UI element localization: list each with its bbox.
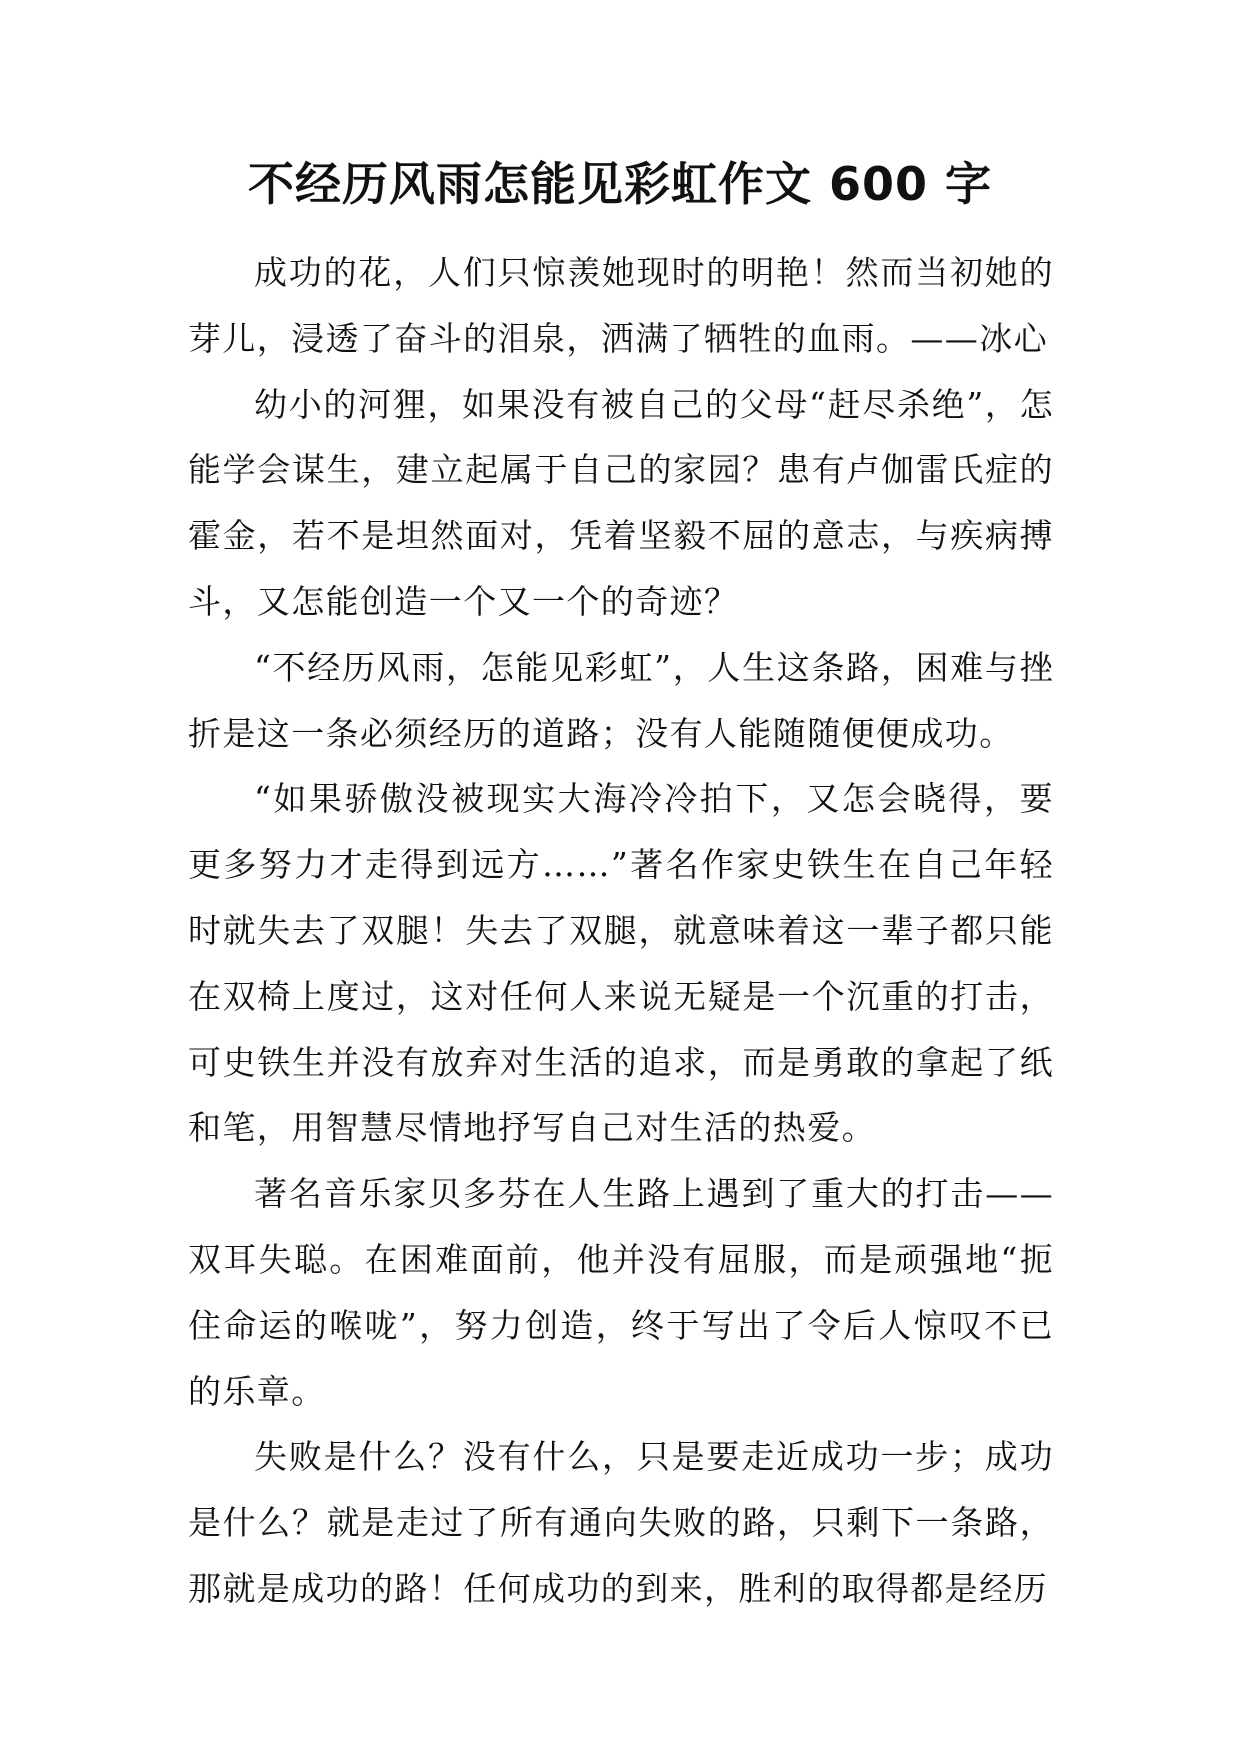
paragraph-rainbow: “不经历风雨，怎能见彩虹”，人生这条路，困难与挫折是这一条必须经历的道路；没有人能随随便便成功。 [188,647,1054,753]
paragraph-shi-tiesheng: “如果骄傲没被现实大海冷冷拍下，又怎会晓得，要更多努力才走得到远方……”著名作家史铁生在自己年轻时就失去了双腿！失去了双腿，就意味着这一辈子都只能在双椅上度过，这对任何人来说无疑是一个沉重的打击，可史铁生并没有放弃对生活的追求，而是勇敢的拿起了纸和笔，用智慧尽情地抒写自己对生活的热爱。 [188,779,1054,1148]
document-body [188,240,1054,1622]
paragraph-beaver-hawking: 幼小的河狸，如果没有被自己的父母“赶尽杀绝”，怎能学会谋生，建立起属于自己的家园？患有卢伽雷氏症的霍金，若不是坦然面对，凭着坚毅不屈的意志，与疾病搏斗，又怎能创造一个又一个的奇迹？ [188,384,1054,621]
paragraph-bingxin-quote: 成功的花，人们只惊羡她现时的明艳！然而当初她的芽儿，浸透了奋斗的泪泉，洒满了牺牲的血雨。——冰心 [188,253,1054,358]
document-title: 不经历风雨怎能见彩虹作文 600 字 [247,157,993,211]
paragraph-beethoven: 著名音乐家贝多芬在人生路上遇到了重大的打击——双耳失聪。在困难面前，他并没有屈服，而是顽强地“扼住命运的喉咙”，努力创造，终于写出了令后人惊叹不已的乐章。 [188,1174,1054,1411]
paragraph-failure-success: 失败是什么？没有什么，只是要走近成功一步；成功是什么？就是走过了所有通向失败的路，只剩下一条路，那就是成功的路！任何成功的到来，胜利的取得都是经历 [188,1437,1054,1608]
